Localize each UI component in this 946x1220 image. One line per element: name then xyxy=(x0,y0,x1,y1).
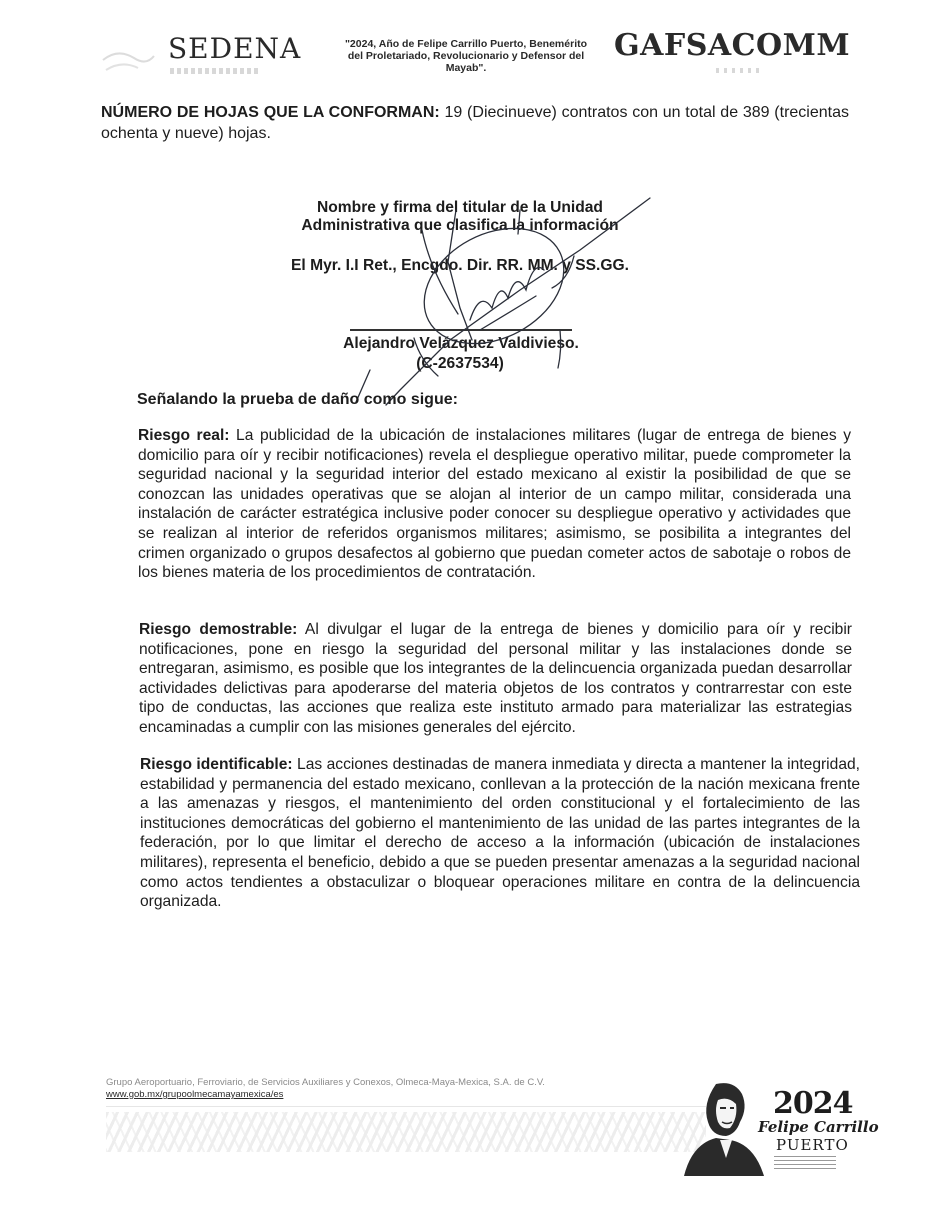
footer-company: Grupo Aeroportuario, Ferroviario, de Servicios Auxiliares y Conexos, Olmeca-Maya-Mexica, S.A. de C.V. xyxy=(106,1077,545,1088)
signature-name: Alejandro Velázquez Valdivieso. xyxy=(343,335,579,352)
sheets-count-text: 19 (Diecinueve) contratos con un total de 389 (trecientas ochenta y nueve) hojas. xyxy=(101,104,850,142)
sheets-count-label: NÚMERO DE HOJAS QUE LA CONFORMAN: xyxy=(101,104,440,121)
sedena-logo: SEDENA xyxy=(168,32,302,65)
gafsacomm-logo: GAFSACOMM xyxy=(614,28,851,63)
risk-demonstrable-text: Al divulgar el lugar de la entrega de bienes y domicilio para oír y recibir notificaciones, pone en riesgo la seguridad del personal militar y las instalaciones donde se entregaran, asimismo, es posible que los integrantes de la delincuencia organizada puedan desarrollar actividades delictivas para apoderarse del materia objetos de los contratos y contrarrestar con este tipo de conductas, las acciones que realiza este instituto armado para materializar las estrategias encaminadas a cumplir con las misiones generales del ejército. xyxy=(139,621,852,736)
gafsacomm-subtitle-faint xyxy=(716,68,764,73)
logo-surname: PUERTO xyxy=(776,1136,849,1154)
sedena-emblem-icon xyxy=(98,46,158,80)
handwritten-signature xyxy=(330,190,670,420)
footer-rule xyxy=(106,1106,706,1107)
risk-identifiable-label: Riesgo identificable: xyxy=(140,756,293,773)
logo-name: Felipe Carrillo xyxy=(758,1118,879,1136)
signature-heading-line2: Administrativa que clasifica la información xyxy=(301,217,619,234)
logo-year: 2024 xyxy=(773,1086,853,1121)
footer-pattern-band xyxy=(106,1112,706,1152)
logo-fine-print xyxy=(774,1156,836,1170)
risk-identifiable-paragraph xyxy=(140,755,860,912)
damage-test-intro: Señalando la prueba de daño como sigue: xyxy=(137,391,458,408)
risk-real-label: Riesgo real: xyxy=(138,427,230,444)
risk-real-paragraph xyxy=(138,426,851,583)
signature-rank: El Myr. I.I Ret., Encgdo. Dir. RR. MM. y SS.GG. xyxy=(291,257,629,274)
signature-id: (C-2637534) xyxy=(416,355,504,372)
sedena-subtitle-faint xyxy=(170,68,260,74)
risk-real-text: La publicidad de la ubicación de instalaciones militares (lugar de entrega de bienes y domicilio para oír y recibir notificaciones) revela el despliegue operativo militar, puede comprometer la seguridad nacional y la seguridad interior del estado mexicano al existir la posibilidad de que se conozcan las unidades operativas que se alojan al interior de un campo militar, considerada una instalación de carácter estratégica inclusive poder conocer su despliegue operativo y actividades que se realizan al interior de referidos organismos militares; asimismo, se posibilita a integrantes del crimen organizado o grupos desafectos al gobierno que puedan cometer actos de sabotaje o robos de los bienes materia de los procedimientos de contratación. xyxy=(138,427,851,582)
signature-heading-line1: Nombre y firma del titular de la Unidad xyxy=(317,199,603,216)
header-motto: "2024, Año de Felipe Carrillo Puerto, Benemérito del Proletariado, Revolucionario y Defensor del Mayab". xyxy=(344,38,588,74)
footer-text xyxy=(106,1077,545,1101)
risk-demonstrable-paragraph xyxy=(139,620,852,738)
risk-identifiable-text: Las acciones destinadas de manera inmediata y directa a mantener la integridad, estabilidad y permanencia del estado mexicano, conllevan a la protección de la nación mexicana frente a las amenazas y riesgos, el mantenimiento del orden constitucional y el fortalecimiento de las instituciones democráticas del gobierno el mantenimiento de las unidad de las partes integrantes de la federación, por lo que limitar el derecho de acceso a la información (ubicación de instalaciones militares), representa el beneficio, debido a que se pueden presentar amenazas a la seguridad nacional como actos tendientes a obstaculizar o bloquear operaciones militare en contra de la delincuencia organizada. xyxy=(140,756,860,911)
sheets-count-paragraph xyxy=(101,102,849,144)
footer-url[interactable]: www.gob.mx/grupoolmecamayamexica/es xyxy=(106,1089,284,1100)
risk-demonstrable-label: Riesgo demostrable: xyxy=(139,621,298,638)
